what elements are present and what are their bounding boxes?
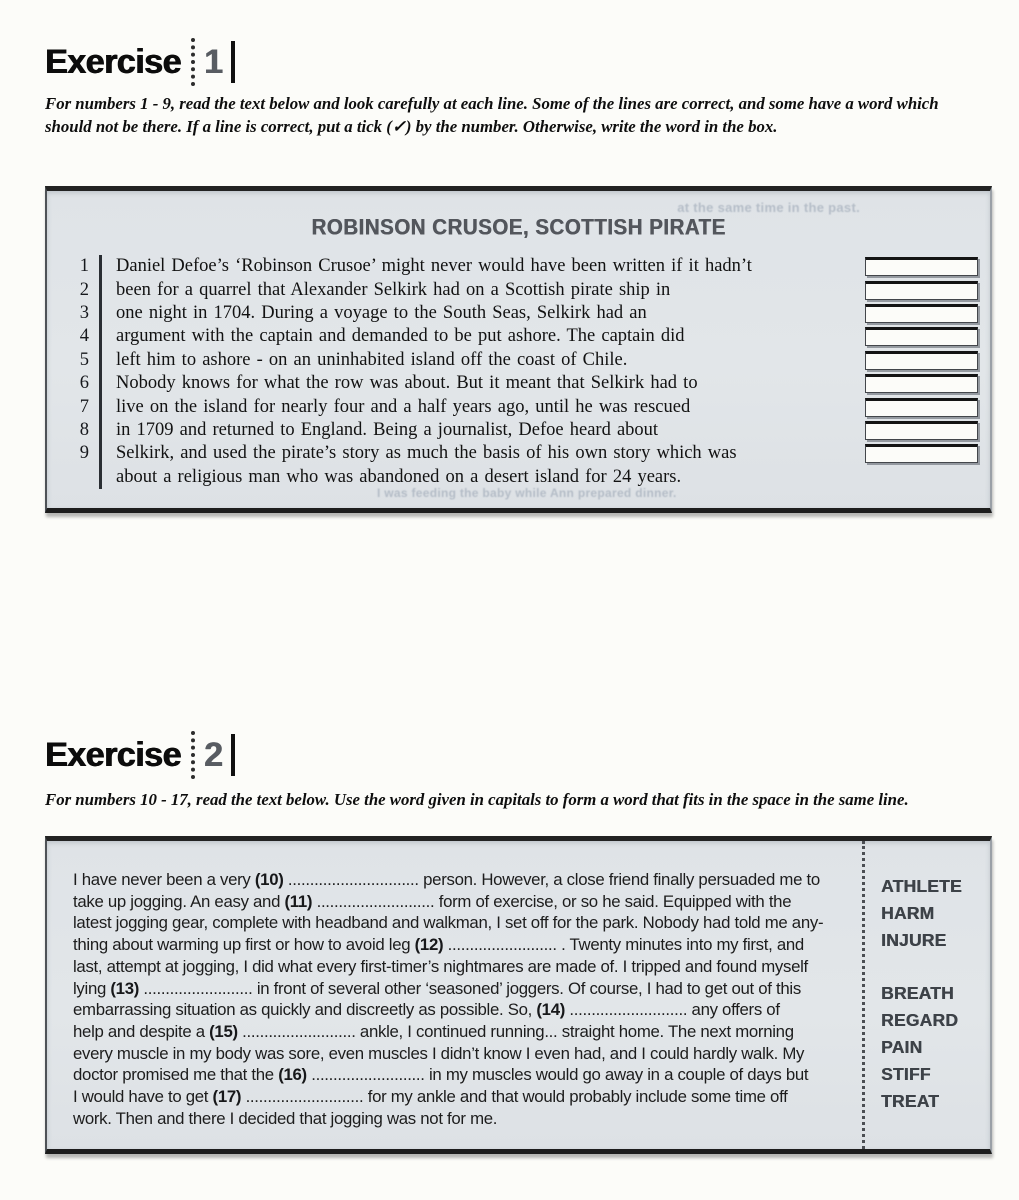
line-number: 7 [79, 396, 89, 417]
passage-line: I would have to get (17) ........................... for my ankle and that would probably include some time off [73, 1087, 788, 1107]
answer-box[interactable] [865, 444, 978, 463]
line-number: 2 [79, 279, 89, 300]
line-text-column [99, 466, 984, 489]
text-line-row [71, 302, 984, 325]
text-line-row [71, 395, 984, 418]
exercise2-heading-number: 2 [203, 735, 223, 774]
ghost-showthrough-text: I was feeding the baby while Ann prepared dinner. [377, 486, 677, 500]
gap-number: (13) [110, 978, 140, 998]
exercise1-panel-title: ROBINSON CRUSOE, SCOTTISH PIRATE [311, 215, 726, 240]
text-line-row [71, 255, 984, 278]
capital-word: HARM [881, 903, 935, 923]
passage-line: I have never been a very (10) .............................. person. However, a close friend finally persuaded me to [73, 870, 820, 889]
passage-line: doctor promised me that the (16) .......................... in my muscles would go away in a couple of days but [73, 1065, 809, 1085]
line-text: Nobody knows for what the row was about. But it meant that Selkirk had to [116, 373, 698, 394]
capital-word: BREATH [881, 983, 954, 1003]
line-text-column [99, 302, 865, 325]
line-text-column [99, 349, 865, 372]
line-text: live on the island for nearly four and a half years ago, until he was rescued [116, 396, 691, 417]
line-text-column [99, 372, 865, 395]
gap-number: (15) [209, 1021, 238, 1041]
answer-box[interactable] [865, 374, 978, 393]
gap-number: (10) [254, 870, 284, 889]
exercise2-heading-word: Exercise [45, 735, 181, 774]
gap-number: (14) [536, 1000, 566, 1020]
passage-line: work. Then and there I decided that jogging was not for me. [73, 1108, 498, 1128]
gap-number: (16) [278, 1065, 307, 1085]
line-number: 1 [79, 256, 89, 277]
text-line-row [71, 325, 984, 348]
line-text-column [99, 419, 865, 442]
text-line-row [71, 372, 984, 395]
gap-number: (11) [284, 891, 313, 911]
exercise2-capital-words [862, 841, 990, 1149]
exercise2-heading [45, 731, 235, 779]
passage-line: take up jogging. An easy and (11) ........................... form of exercise, or so he said. Equipped with the [73, 891, 792, 911]
text-line-row [71, 466, 984, 489]
answer-box[interactable] [865, 257, 978, 276]
line-text: argument with the captain and demanded to be put ashore. The captain did [116, 326, 685, 347]
answer-box[interactable] [865, 327, 978, 346]
text-line-row [71, 442, 984, 465]
exercise1-heading-number: 1 [203, 42, 223, 81]
passage-line: latest jogging gear, complete with headband and walkman, I set off for the park. Nobody had told me any- [73, 913, 824, 933]
answer-box[interactable] [865, 304, 978, 323]
line-text: left him to ashore - on an uninhabited island off the coast of Chile. [116, 349, 628, 370]
capital-word: ATHLETE [881, 876, 962, 896]
capital-word: PAIN [881, 1037, 923, 1057]
line-text: in 1709 and returned to England. Being a journalist, Defoe heard about [116, 419, 659, 440]
line-text: Selkirk, and used the pirate’s story as much the basis of his own story which was [116, 443, 737, 464]
capital-word: STIFF [881, 1064, 931, 1084]
capital-word: TREAT [881, 1091, 940, 1111]
text-line-row [71, 278, 984, 301]
line-text-column [99, 442, 865, 465]
line-text: one night in 1704. During a voyage to the South Seas, Selkirk had an [116, 302, 647, 323]
passage-line: help and despite a (15) .......................... ankle, I continued running... straight home. The next morning [73, 1021, 794, 1041]
passage-line: last, attempt at jogging, I did what every first-timer’s nightmares are made of. I tripped and found myself [73, 956, 808, 976]
heading-bar [231, 41, 235, 83]
heading-dotted-separator [191, 38, 195, 86]
text-line-row [71, 349, 984, 372]
answer-box[interactable] [865, 351, 978, 370]
line-number: 8 [79, 419, 89, 440]
exercise2-passage [47, 841, 862, 1149]
exercise2-panel [45, 836, 992, 1154]
exercise1-heading [45, 38, 235, 86]
line-number: 4 [79, 326, 89, 347]
answer-box[interactable] [865, 281, 978, 300]
line-text: Daniel Defoe’s ‘Robinson Crusoe’ might never would have been written if it hadn’t [116, 256, 752, 277]
exercise2-instructions: For numbers 10 - 17, read the text below. Use the word given in capitals to form a word that fits in the space in the same line. [45, 790, 909, 809]
passage-line: thing about warming up first or how to avoid leg (12) ......................... . Twenty minutes into my first, and [73, 935, 804, 955]
ghost-showthrough-text: at the same time in the past. [677, 200, 860, 215]
passage-line: lying (13) ......................... in front of several other ‘seasoned’ joggers. Of course, I had to get out of this [73, 978, 801, 998]
exercise1-instructions: For numbers 1 - 9, read the text below and look carefully at each line. Some of the lines are correct, and some have a word which should not be there. If a line is correct, put a tick (✓) by the number. Otherwise, write the word in the box. [45, 94, 939, 136]
capital-word: REGARD [881, 1010, 959, 1030]
line-text-column [99, 278, 865, 301]
line-number: 9 [79, 443, 89, 464]
line-text-column [99, 255, 865, 278]
answer-box[interactable] [865, 398, 978, 417]
line-text-column [99, 325, 865, 348]
exercise1-panel [45, 186, 992, 513]
heading-dotted-separator [191, 731, 195, 779]
text-line-row [71, 419, 984, 442]
line-text-column [99, 395, 865, 418]
line-number: 3 [79, 302, 89, 323]
line-text: about a religious man who was abandoned on a desert island for 24 years. [116, 466, 682, 487]
heading-bar [231, 734, 235, 776]
exercise1-heading-word: Exercise [45, 42, 181, 81]
line-number: 5 [79, 349, 89, 370]
gap-number: (17) [212, 1087, 242, 1107]
capital-word: INJURE [881, 930, 947, 950]
line-text: been for a quarrel that Alexander Selkirk had on a Scottish pirate ship in [116, 279, 671, 300]
line-number: 6 [79, 373, 89, 394]
exercise1-lines [71, 255, 984, 489]
passage-line: every muscle in my body was sore, even muscles I didn’t know I even had, and I could hardly walk. My [73, 1043, 805, 1063]
answer-box[interactable] [865, 421, 978, 440]
passage-line: embarrassing situation as quickly and discreetly as possible. So, (14) ........................... any offers of [73, 1000, 780, 1020]
gap-number: (12) [414, 935, 444, 955]
